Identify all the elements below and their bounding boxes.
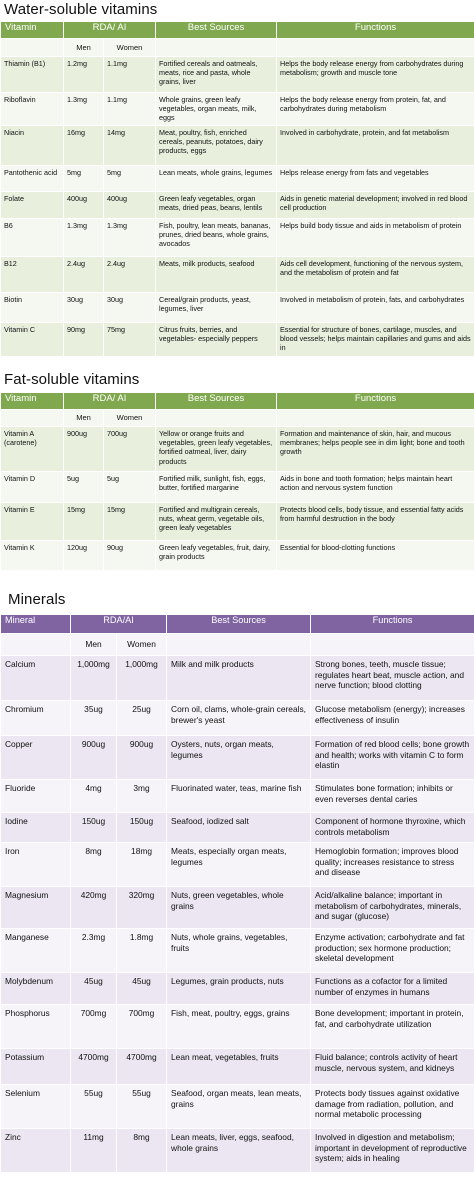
table-row <box>1 780 474 813</box>
fat-section-title: Fat-soluble vitamins <box>4 371 140 388</box>
row-functions: Glucose metabolism (energy); increases effectiveness of insulin <box>311 701 474 736</box>
row-functions: Hemoglobin formation; improves blood quality; increases resistance to stress and disease <box>311 843 474 887</box>
header-rda: RDA/AI <box>71 615 167 634</box>
table-header-row <box>1 393 474 410</box>
row-rda-men: 5mg <box>64 166 104 192</box>
subheader-men: Men <box>64 39 104 57</box>
row-sources: Nuts, whole grains, vegetables, fruits <box>167 929 311 973</box>
header-sources: Best Sources <box>167 615 311 634</box>
header-functions: Functions <box>277 393 474 410</box>
row-rda-men: 30ug <box>64 293 104 323</box>
row-rda-men: 4700mg <box>71 1049 117 1085</box>
row-sources: Seafood, organ meats, lean meats, grains <box>167 1085 311 1129</box>
table-row <box>1 323 474 357</box>
row-functions: Formation and maintenance of skin, hair, and mucous membranes; helps people see in dim light; bone and tooth growth <box>277 427 474 472</box>
minerals-section-title: Minerals <box>8 591 66 608</box>
header-mineral: Mineral <box>1 615 71 634</box>
row-rda-women: 1.8mg <box>117 929 167 973</box>
table-row <box>1 257 474 293</box>
subheader-women: Women <box>117 634 167 656</box>
row-name: Magnesium <box>1 887 71 929</box>
row-rda-men: 8mg <box>71 843 117 887</box>
row-rda-men: 1,000mg <box>71 656 117 701</box>
row-rda-men: 45ug <box>71 973 117 1005</box>
row-functions: Involved in digestion and metabolism; important in development of reproductive system; aids in healing <box>311 1129 474 1173</box>
row-rda-women: 18mg <box>117 843 167 887</box>
row-rda-men: 55ug <box>71 1085 117 1129</box>
subheader-blank <box>167 634 311 656</box>
row-sources: Legumes, grain products, nuts <box>167 973 311 1005</box>
header-rda: RDA/ AI <box>64 393 156 410</box>
row-rda-men: 420mg <box>71 887 117 929</box>
row-rda-men: 16mg <box>64 126 104 166</box>
subheader-blank <box>277 39 474 57</box>
row-name: Folate <box>1 192 64 219</box>
header-vitamin: Vitamin <box>1 393 64 410</box>
row-rda-men: 400ug <box>64 192 104 219</box>
row-rda-women: 45ug <box>117 973 167 1005</box>
row-name: Vitamin D <box>1 472 64 503</box>
table-row <box>1 813 474 843</box>
row-functions: Protects blood cells, body tissue, and essential fatty acids from harmful destruction in the body <box>277 503 474 541</box>
subheader-blank <box>156 39 277 57</box>
table-row <box>1 1049 474 1085</box>
row-functions: Aids cell development, functioning of the nervous system, and the metabolism of protein and fat <box>277 257 474 293</box>
row-rda-men: 900ug <box>64 427 104 472</box>
table-row <box>1 1085 474 1129</box>
minerals-table <box>0 614 474 1173</box>
row-functions: Formation of red blood cells; bone growth and health; works with vitamin C to form elastin <box>311 736 474 780</box>
row-rda-women: 1.1mg <box>104 93 156 126</box>
row-functions: Helps release energy from fats and vegetables <box>277 166 474 192</box>
row-sources: Meats, milk products, seafood <box>156 257 277 293</box>
row-rda-women: 55ug <box>117 1085 167 1129</box>
table-row <box>1 736 474 780</box>
row-functions: Helps the body release energy from carbohydrates during metabolism; growth and muscle tone <box>277 57 474 93</box>
row-rda-men: 120ug <box>64 541 104 571</box>
row-rda-women: 700ug <box>104 427 156 472</box>
row-sources: Meat, poultry, fish, enriched cereals, peanuts, potatoes, dairy products, eggs <box>156 126 277 166</box>
row-name: Vitamin C <box>1 323 64 357</box>
row-rda-women: 90ug <box>104 541 156 571</box>
row-rda-men: 35ug <box>71 701 117 736</box>
row-functions: Involved in carbohydrate, protein, and fat metabolism <box>277 126 474 166</box>
row-sources: Cereal/grain products, yeast, legumes, liver <box>156 293 277 323</box>
row-functions: Involved in metabolism of protein, fats, and carbohydrates <box>277 293 474 323</box>
row-sources: Fluorinated water, teas, marine fish <box>167 780 311 813</box>
row-functions: Strong bones, teeth, muscle tissue; regulates heart beat, muscle action, and nerve function; blood clotting <box>311 656 474 701</box>
table-row <box>1 929 474 973</box>
row-functions: Essential for blood-clotting functions <box>277 541 474 571</box>
row-name: Selenium <box>1 1085 71 1129</box>
row-rda-men: 900ug <box>71 736 117 780</box>
rda-subheader-row <box>1 634 474 656</box>
subheader-blank <box>1 39 64 57</box>
row-name: B6 <box>1 219 64 257</box>
row-functions: Component of hormone thyroxine, which controls metabolism <box>311 813 474 843</box>
subheader-blank <box>1 410 64 427</box>
row-sources: Lean meat, vegetables, fruits <box>167 1049 311 1085</box>
row-name: Phosphorus <box>1 1005 71 1049</box>
header-sources: Best Sources <box>156 22 277 39</box>
subheader-women: Women <box>104 39 156 57</box>
table-row <box>1 541 474 571</box>
subheader-blank <box>1 634 71 656</box>
row-functions: Bone development; important in protein, fat, and carbohydrate utilization <box>311 1005 474 1049</box>
table-row <box>1 701 474 736</box>
row-sources: Corn oil, clams, whole-grain cereals, brewer's yeast <box>167 701 311 736</box>
table-row <box>1 126 474 166</box>
table-row <box>1 503 474 541</box>
row-functions: Aids in bone and tooth formation; helps maintain heart action and nervous system function <box>277 472 474 503</box>
row-rda-women: 400ug <box>104 192 156 219</box>
row-sources: Seafood, iodized salt <box>167 813 311 843</box>
header-vitamin: Vitamin <box>1 22 64 39</box>
row-functions: Acid/alkaline balance; important in metabolism of carbohydrates, minerals, and sugar (glucose) <box>311 887 474 929</box>
row-functions: Helps build body tissue and aids in metabolism of protein <box>277 219 474 257</box>
row-name: Riboflavin <box>1 93 64 126</box>
row-name: Vitamin E <box>1 503 64 541</box>
row-rda-men: 90mg <box>64 323 104 357</box>
row-functions: Protects body tissues against oxidative damage from radiation, pollution, and normal metabolic processing <box>311 1085 474 1129</box>
row-sources: Yellow or orange fruits and vegetables, green leafy vegetables, fortified oatmeal, liver, dairy products <box>156 427 277 472</box>
row-rda-women: 320mg <box>117 887 167 929</box>
table-row <box>1 656 474 701</box>
header-functions: Functions <box>277 22 474 39</box>
table-row <box>1 472 474 503</box>
water-vitamins-table <box>0 21 474 357</box>
row-functions: Enzyme activation; carbohydrate and fat production; sex hormone production; skeletal development <box>311 929 474 973</box>
row-sources: Fish, meat, poultry, eggs, grains <box>167 1005 311 1049</box>
row-rda-women: 14mg <box>104 126 156 166</box>
row-rda-women: 1.3mg <box>104 219 156 257</box>
row-rda-women: 900ug <box>117 736 167 780</box>
row-rda-women: 5ug <box>104 472 156 503</box>
row-rda-women: 8mg <box>117 1129 167 1173</box>
subheader-men: Men <box>71 634 117 656</box>
row-rda-women: 1.1mg <box>104 57 156 93</box>
row-sources: Lean meats, whole grains, legumes <box>156 166 277 192</box>
table-row <box>1 293 474 323</box>
fat-vitamins-table <box>0 392 474 571</box>
row-rda-men: 1.2mg <box>64 57 104 93</box>
row-rda-men: 700mg <box>71 1005 117 1049</box>
row-name: Calcium <box>1 656 71 701</box>
rda-subheader-row <box>1 410 474 427</box>
row-name: Molybdenum <box>1 973 71 1005</box>
rda-subheader-row <box>1 39 474 57</box>
row-name: Pantothenic acid <box>1 166 64 192</box>
table-row <box>1 1005 474 1049</box>
water-section-title: Water-soluble vitamins <box>4 1 158 18</box>
row-name: B12 <box>1 257 64 293</box>
row-rda-men: 11mg <box>71 1129 117 1173</box>
row-functions: Fluid balance; controls activity of heart muscle, nervous system, and kidneys <box>311 1049 474 1085</box>
row-name: Thiamin (B1) <box>1 57 64 93</box>
row-rda-men: 2.3mg <box>71 929 117 973</box>
row-name: Zinc <box>1 1129 71 1173</box>
row-rda-women: 700mg <box>117 1005 167 1049</box>
table-row <box>1 166 474 192</box>
row-name: Vitamin A (carotene) <box>1 427 64 472</box>
row-sources: Green leafy vegetables, fruit, dairy, grain products <box>156 541 277 571</box>
row-rda-men: 1.3mg <box>64 93 104 126</box>
header-functions: Functions <box>311 615 474 634</box>
row-name: Iron <box>1 843 71 887</box>
subheader-women: Women <box>104 410 156 427</box>
row-name: Manganese <box>1 929 71 973</box>
table-row <box>1 887 474 929</box>
row-sources: Green leafy vegetables, organ meats, dried peas, beans, lentils <box>156 192 277 219</box>
table-row <box>1 219 474 257</box>
subheader-blank <box>311 634 474 656</box>
row-sources: Citrus fruits, berries, and vegetables- especially peppers <box>156 323 277 357</box>
row-functions: Essential for structure of bones, cartilage, muscles, and blood vessels; helps maintain capillaries and gums and aids in <box>277 323 474 357</box>
row-sources: Whole grains, green leafy vegetables, organ meats, milk, eggs <box>156 93 277 126</box>
table-row <box>1 973 474 1005</box>
row-name: Vitamin K <box>1 541 64 571</box>
row-rda-women: 1,000mg <box>117 656 167 701</box>
table-header-row <box>1 615 474 634</box>
row-sources: Fortified cereals and oatmeals, meats, rice and pasta, whole grains, liver <box>156 57 277 93</box>
row-functions: Aids in genetic material development; involved in red blood cell production <box>277 192 474 219</box>
row-functions: Helps the body release energy from protein, fat, and carbohydrates during metabolism <box>277 93 474 126</box>
table-row <box>1 93 474 126</box>
table-row <box>1 192 474 219</box>
row-name: Potassium <box>1 1049 71 1085</box>
row-sources: Fortified and multigrain cereals, nuts, wheat germ, vegetable oils, green leafy vegetables <box>156 503 277 541</box>
table-header-row <box>1 22 474 39</box>
row-rda-men: 150ug <box>71 813 117 843</box>
row-rda-men: 15mg <box>64 503 104 541</box>
row-sources: Lean meats, liver, eggs, seafood, whole grains <box>167 1129 311 1173</box>
subheader-blank <box>156 410 277 427</box>
row-sources: Oysters, nuts, organ meats, legumes <box>167 736 311 780</box>
row-rda-women: 2.4ug <box>104 257 156 293</box>
row-sources: Fortified milk, sunlight, fish, eggs, butter, fortified margarine <box>156 472 277 503</box>
row-functions: Stimulates bone formation; inhibits or even reverses dental caries <box>311 780 474 813</box>
row-sources: Nuts, green vegetables, whole grains <box>167 887 311 929</box>
row-rda-women: 4700mg <box>117 1049 167 1085</box>
row-rda-women: 30ug <box>104 293 156 323</box>
row-rda-women: 3mg <box>117 780 167 813</box>
row-rda-men: 2.4ug <box>64 257 104 293</box>
row-rda-men: 5ug <box>64 472 104 503</box>
header-rda: RDA/ AI <box>64 22 156 39</box>
row-name: Niacin <box>1 126 64 166</box>
row-sources: Fish, poultry, lean meats, bananas, prunes, dried beans, whole grains, avocados <box>156 219 277 257</box>
row-name: Biotin <box>1 293 64 323</box>
row-functions: Functions as a cofactor for a limited number of enzymes in humans <box>311 973 474 1005</box>
row-name: Iodine <box>1 813 71 843</box>
table-row <box>1 57 474 93</box>
row-rda-women: 5mg <box>104 166 156 192</box>
subheader-men: Men <box>64 410 104 427</box>
table-row <box>1 843 474 887</box>
row-rda-women: 75mg <box>104 323 156 357</box>
row-name: Chromium <box>1 701 71 736</box>
row-rda-men: 1.3mg <box>64 219 104 257</box>
row-name: Fluoride <box>1 780 71 813</box>
table-row <box>1 427 474 472</box>
row-rda-women: 150ug <box>117 813 167 843</box>
row-rda-women: 25ug <box>117 701 167 736</box>
row-name: Copper <box>1 736 71 780</box>
table-row <box>1 1129 474 1173</box>
row-rda-men: 4mg <box>71 780 117 813</box>
row-rda-women: 15mg <box>104 503 156 541</box>
header-sources: Best Sources <box>156 393 277 410</box>
row-sources: Milk and milk products <box>167 656 311 701</box>
row-sources: Meats, especially organ meats, legumes <box>167 843 311 887</box>
subheader-blank <box>277 410 474 427</box>
